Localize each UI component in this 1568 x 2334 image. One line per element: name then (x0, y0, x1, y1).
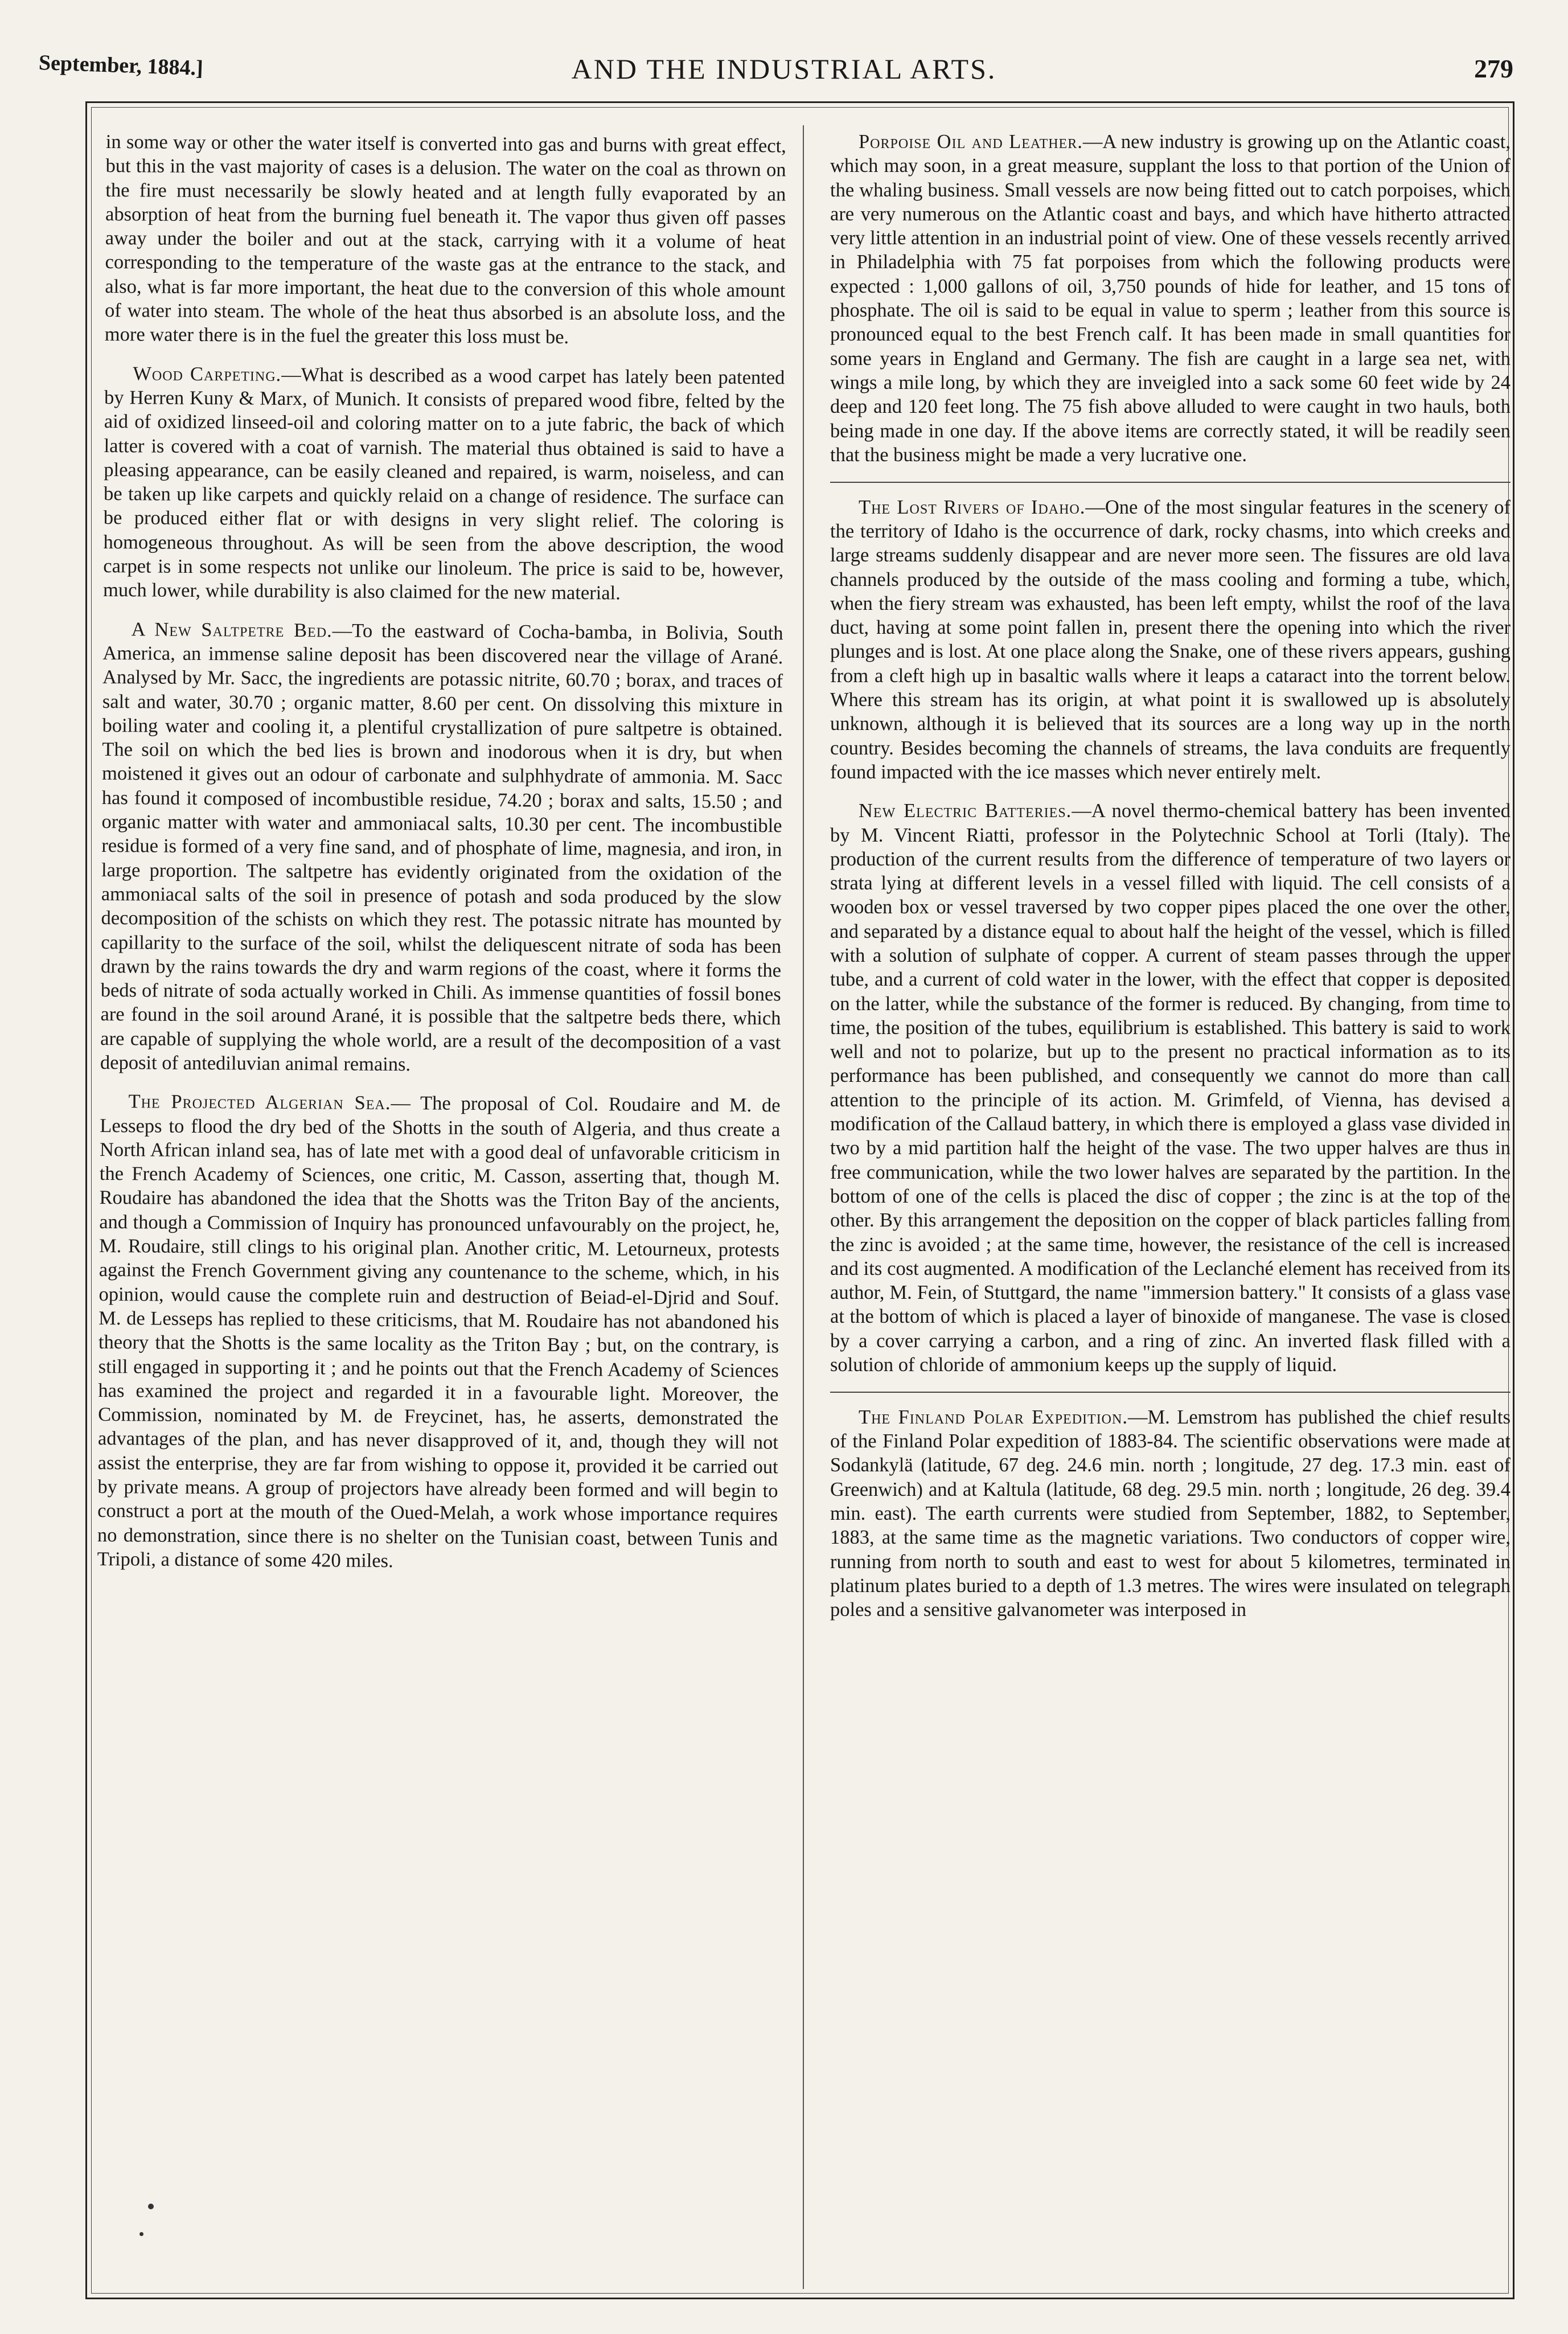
article-text: —A new industry is growing up on the Atlantic coast, which may soon, in a great measure, supplant the loss to that portion of the Union of the whaling business. Small vessels are now being fitted out to catch porpoises, which are very numerous on the Atlantic coast and bays, and which have hitherto attracted very little attention in an industrial point of view. One of these vessels recently arrived in Philadelphia with 75 fat porpoises from which the following products were expected : 1,000 gallons of oil, 3,750 pounds of hide for leather, and 15 tons of phosphate. The oil is said to be equal in value to sperm ; leather from this source is pronounced equal to the best French calf. It has been made in small quantities for some years in England and Germany. The fish are caught in a large sea net, with wings a mile long, by which they are inveigled into a sack some 60 feet wide by 24 deep and 120 feet long. The 75 fish above alluded to were caught in two hauls, both being made in one day. If the above items are correctly stated, it will be readily seen that the business might be made a very lucrative one. (830, 131, 1510, 466)
article-porpoise-oil (830, 130, 1510, 467)
left-column (97, 130, 786, 1590)
article-saltpetre-bed (100, 617, 783, 1079)
article-heading: A New Saltpetre Bed. (131, 618, 333, 642)
article-heading: The Lost Rivers of Idaho. (859, 496, 1086, 518)
article-heading: Wood Carpeting. (133, 362, 282, 385)
article-algerian-sea (97, 1089, 781, 1575)
article-electric-batteries (830, 799, 1510, 1377)
article-finland-polar (830, 1405, 1510, 1622)
article-text: —A novel thermo-chemical battery has been invented by M. Vincent Riatti, professor in the Polytechnic School at Torli (Italy). The production of the current results from the difference of temperature of two layers or strata lying at different levels in a vessel filled with liquid. The cell consists of a wooden box or vessel traversed by two copper pipes placed the one over the other, and separated by a distance equal to about half the height of the vessel, which is filled with a solution of sulphate of copper. A current of steam passes through the upper tube, and a current of cold water in the lower, with the effect that copper is deposited on the latter, while the substance of the former is reduced. By changing, from time to time, the position of the tubes, equilibrium is established. This battery is said to work well and not to polarize, but up to the present no practical information as to its performance has been published, and consequently we cannot do more than call attention to the principle of its action. M. Grimfeld, of Vienna, has devised a modification of the Callaud battery, in which there is employed a glass vase divided in two by a mid partition half the height of the vase. The two upper halves are thus in free communication, while the two lower halves are separated by the partition. In the bottom of one of the cells is placed the disc of copper ; the zinc is at the top of the other. By this arrangement the deposition on the copper of black particles falling from the zinc is avoided ; at the same time, however, the resistance of the cell is increased and its cost augmented. A modification of the Leclanché element has received from its author, M. Fein, of Stuttgard, the name "immersion battery." It consists of a glass vase at the bottom of which is placed a layer of binoxide of manganese. The vase is closed by a cover carrying a carbon, and a ring of zinc. An inverted flask filled with a solution of chloride of ammonium keeps up the supply of liquid. (830, 800, 1511, 1376)
article-separator (830, 482, 1510, 483)
article-heading: Porpoise Oil and Leather. (859, 131, 1083, 153)
running-title: AND THE INDUSTRIAL ARTS. (571, 53, 997, 85)
article-fuel-water-continued (105, 130, 786, 351)
page-number: 279 (1474, 54, 1513, 83)
article-text: — The proposal of Col. Roudaire and M. de Lesseps to flood the dry bed of the Shotts in the south of Algeria, and thus create a North African inland sea, has of late met with a good deal of unfavorable criticism in the French Academy of Sciences, one critic, M. Casson, asserting that, though M. Roudaire has abandoned the idea that the Shotts was the Triton Bay of the ancients, and though a Commission of Inquiry has pronounced unfavourably on the project, he, M. Roudaire, still clings to his original plan. Another critic, M. Letourneux, protests against the French Government giving any countenance to the scheme, which, in his opinion, would cause the complete ruin and destruction of Beiad-el-Djrid and Souf. M. de Lesseps has replied to these criticisms, that M. Roudaire has not abandoned his theory that the Shotts is the same locality as the Triton Bay ; but, on the contrary, is still engaged in supporting it ; and he points out that the French Academy of Sciences has examined the project and regarded it in a favourable light. Moreover, the Commission, nominated by M. de Freycinet, has, he asserts, demonstrated the advantages of the plan, and has never disapproved of it, and, though they will not assist the enterprise, they are far from wishing to oppose it, provided it be carried out by private means. A group of projectors have already been formed and will begin to construct a port at the mouth of the Oued-Melah, a work whose importance requires no demonstration, since there is no shelter on the Tunisian coast, between Tunis and Tripoli, a distance of some 420 miles. (97, 1092, 781, 1572)
article-wood-carpeting (103, 362, 785, 606)
page-header (0, 50, 1568, 90)
column-divider (803, 125, 804, 2289)
article-heading: New Electric Batteries. (859, 800, 1072, 822)
issue-date: September, 1884.] (38, 51, 204, 81)
right-column (830, 130, 1510, 1637)
ink-spot (139, 2232, 143, 2236)
article-text: —To the eastward of Cocha-bamba, in Bolivia, South America, an immense saline deposit has been discovered near the village of Arané. Analysed by Mr. Sacc, the ingredients are potassic nitrite, 60.70 ; borax, and traces of salt and water, 30.70 ; organic matter, 8.60 per cent. On dissolving this mixture in boiling water and cooling it, a plentiful crystallization of pure saltpetre is obtained. The soil on which the bed lies is brown and inodorous when it is dry, but when moistened it gives out an odour of carbonate and sulphhydrate of ammonia. M. Sacc has found it composed of incombustible residue, 74.20 ; borax and salts, 15.50 ; and organic matter with water and ammoniacal salts, 10.30 per cent. The incombustible residue is formed of a very fine sand, and of phosphate of lime, magnesia, and iron, in large proportion. The saltpetre has evidently originated from the oxidation of the ammoniacal salts of the soil in presence of potash and soda produced by the slow decomposition of the schists on which they rest. The potassic nitrate has mounted by capillarity to the surface of the soil, whilst the deliquescent nitrate of soda has been drawn by the rains towards the dry and warm regions of the coast, where it forms the beds of nitrate of soda actually worked in Chili. As immense quantities of fossil bones are found in the soil around Arané, it is possible that the saltpetre beds there, which are capable of supplying the whole world, are a result of the decomposition of a vast deposit of antediluvian animal remains. (100, 620, 783, 1076)
article-heading: The Finland Polar Expedition. (859, 1406, 1128, 1428)
article-text: in some way or other the water itself is converted into gas and burns with great effect, but this in the vast majority of cases is a delusion. The water on the coal as thrown on the fire must necessarily be slowly heated and at length fully evaporated by an absorption of heat from the burning fuel beneath it. The vapor thus given off passes away under the boiler and out at the stack, carrying with it a volume of heat corresponding to the temperature of the waste gas at the entrance to the stack, and also, what is far more important, the heat due to the conversion of this whole amount of water into steam. The whole of the heat thus absorbed is an absolute loss, and the more water there is in the fuel the greater this loss must be. (104, 130, 786, 348)
article-text: —One of the most singular features in the scenery of the territory of Idaho is the occurrence of dark, rocky chasms, into which creeks and large streams suddenly disappear and are never more seen. The fissures are old lava channels produced by the outside of the mass cooling and forming a tube, which, when the fiery stream was exhausted, has been left empty, whilst the roof of the lava duct, having at some point fallen in, present there the opening into which the river plunges and is lost. At one place along the Snake, one of these rivers appears, gushing from a cleft high up in basaltic walls where it leaps a cataract into the torrent below. Where this stream has its origin, at what point it is swallowed up is absolutely unknown, although it is believed that its sources are a long way up in the north country. Besides becoming the channels of streams, the lava conduits are frequently found impacted with the ice masses which never entirely melt. (830, 496, 1510, 783)
article-separator (830, 1392, 1510, 1393)
article-text: —M. Lemstrom has published the chief results of the Finland Polar expedition of 1883-84. The scientific observations were made at Sodankylä (latitude, 67 deg. 24.6 min. north ; longitude, 27 deg. 17.3 min. east of Greenwich) and at Kaltula (latitude, 68 deg. 29.5 min. north ; longitude, 26 deg. 39.4 min. east). The earth currents were studied from September, 1882, to September, 1883, at the same time as the magnetic variations. Two conductors of copper wire, running from north to south and east to west for about 5 kilometres, terminated in platinum plates buried to a depth of 1.3 metres. The wires were insulated on telegraph poles and a sensitive galvanometer was interposed in (830, 1406, 1510, 1621)
article-heading: The Projected Algerian Sea. (128, 1090, 391, 1114)
article-text: —What is described as a wood carpet has lately been patented by Herren Kuny & Marx, of Munich. It consists of prepared wood fibre, felted by the aid of oxidized linseed-oil and coloring matter on to a jute fabric, the back of which latter is covered with a coat of varnish. The material thus obtained is said to have a pleasing appearance, can be easily cleaned and repaired, is warm, noiseless, and can be taken up like carpets and quickly relaid on a change of residence. The surface can be produced either flat or with designs in very slight relief. The coloring is homogeneous throughout. As will be seen from the above description, the wood carpet is in some respects not unlike our linoleum. The price is said to be, however, much lower, while durability is also claimed for the new material. (102, 363, 785, 604)
article-lost-rivers-idaho (830, 495, 1510, 785)
ink-spot (148, 2204, 154, 2209)
